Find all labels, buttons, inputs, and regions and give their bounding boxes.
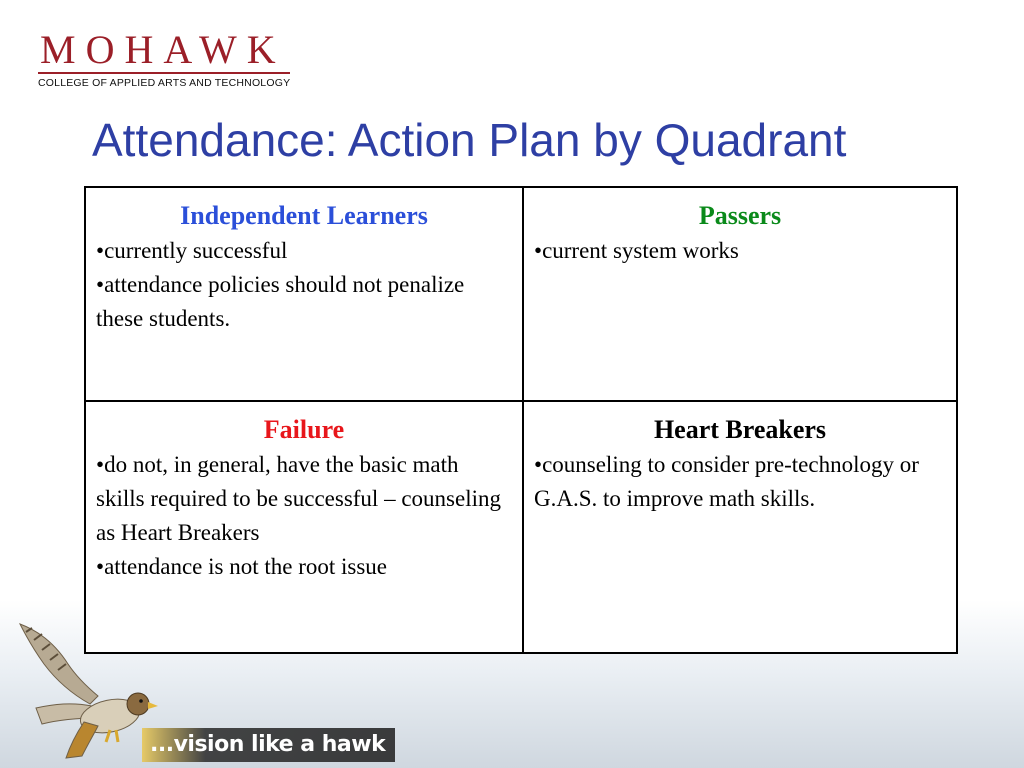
quadrant-passers xyxy=(523,187,957,401)
quadrant-heading: Passers xyxy=(698,201,782,230)
logo-wordmark: MOHAWK xyxy=(40,27,286,72)
quadrant-heading: Heart Breakers xyxy=(653,415,827,444)
quadrant-row-top xyxy=(85,187,957,401)
mohawk-logo xyxy=(38,27,298,89)
bullet-item: • attendance is not the root issue xyxy=(96,550,512,584)
slide-title: Attendance: Action Plan by Quadrant xyxy=(92,114,847,166)
bullet-item: • currently successful xyxy=(96,234,512,268)
bullet-item: • counseling to consider pre-technology or G.A.S. to improve math skills. xyxy=(534,448,946,516)
logo-divider xyxy=(38,72,290,74)
bullet-item: • current system works xyxy=(534,234,946,268)
quadrant-heart-breakers xyxy=(523,401,957,653)
quadrant-row-bottom xyxy=(85,401,957,653)
bullet-item: • attendance policies should not penalize these students. xyxy=(96,268,512,336)
footer-slogan: ...vision like a hawk xyxy=(142,728,395,762)
quadrant-table xyxy=(84,186,958,654)
logo-tagline: COLLEGE OF APPLIED ARTS AND TECHNOLOGY xyxy=(38,77,291,89)
bullet-item: • do not, in general, have the basic math skills required to be successful – counseling as Heart Breakers xyxy=(96,448,512,550)
quadrant-independent-learners xyxy=(85,187,523,401)
quadrant-heading: Failure xyxy=(263,415,345,444)
quadrant-heading: Independent Learners xyxy=(180,201,428,230)
